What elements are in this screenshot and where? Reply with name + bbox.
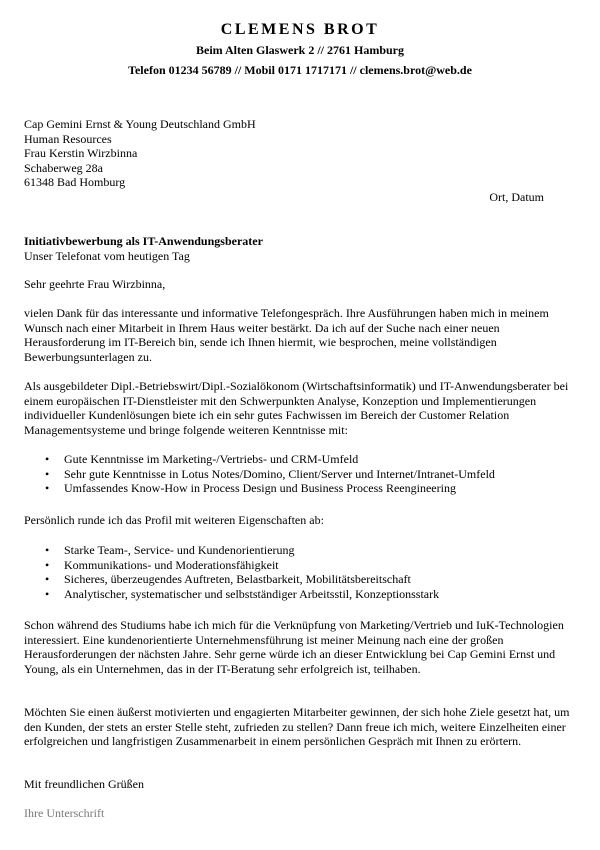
paragraph-closing: Möchten Sie einen äußerst motivierten und engagierten Mitarbeiter gewinnen, der sich hohe Ziele gesetzt hat, um den Kunden, der stets an erster Stelle steht, zufrieden zu stellen? Dann freue ich mich, weitere Einzelheiten einer erfolgreichen und langfristigen Zusammenarbeit in einem persönlichen Gespräch mit Ihnen zu erörtern. <box>24 705 570 749</box>
recipient-person: Frau Kerstin Wirzbinna <box>24 146 138 161</box>
paragraph-qualification: Als ausgebildeter Dipl.-Betriebswirt/Dipl.-Sozialökonom (Wirtschaftsinformatik) und IT-Anwendungsberater bei einem europäischen IT-Dienstleister mit den Schwerpunkten Analyse, Konzeption und Implementierungen individueller Kundenlösungen biete ich ein sehr gutes Fachwissen im Bereich der Customer Relation Managementsysteme und bringe folgende weiteren Kenntnisse mit: <box>24 379 569 437</box>
letter-date: Ort, Datum <box>489 190 544 204</box>
subject-title: Initiativbewerbung als IT-Anwendungsberater <box>24 234 263 248</box>
list-item: • Gute Kenntnisse im Marketing-/Vertriebs- und CRM-Umfeld <box>24 452 570 467</box>
list-item: • Umfassendes Know-How in Process Design und Business Process Reengineering <box>24 481 570 496</box>
recipient-city: 61348 Bad Homburg <box>24 175 126 190</box>
recipient-company: Cap Gemini Ernst & Young Deutschland GmbH <box>24 117 256 131</box>
list-item: • Starke Team-, Service- und Kundenorientierung <box>24 543 570 558</box>
list-item: • Analytischer, systematischer und selbstständiger Arbeitsstil, Konzeptionsstark <box>24 587 570 602</box>
recipient-address <box>24 117 570 190</box>
salutation: Sehr geehrte Frau Wirzbinna, <box>24 277 166 291</box>
paragraph-personal: Persönlich runde ich das Profil mit weiteren Eigenschaften ab: <box>24 513 324 527</box>
sender-contact: Telefon 01234 56789 // Mobil 0171 1717171 // clemens.brot@web.de <box>128 63 472 77</box>
list-item: • Sehr gute Kenntnisse in Lotus Notes/Domino, Client/Server und Internet/Intranet-Umfeld <box>24 467 570 482</box>
closing-regards: Mit freundlichen Grüßen <box>24 777 144 791</box>
letterhead <box>0 20 600 80</box>
recipient-street: Schaberweg 28a <box>24 160 103 175</box>
subject-block <box>24 234 570 263</box>
skills-list <box>24 452 570 496</box>
subject-reference: Unser Telefonat vom heutigen Tag <box>24 248 190 263</box>
paragraph-intro: vielen Dank für das interessante und informative Telefongespräch. Ihre Ausführungen haben mich in meinem Wunsch nach einer Mitarbeit in Ihrem Haus weiter bestärkt. Da ich auf der Suche nach einer neuen Herausforderung im IT-Bereich bin, sende ich Ihnen hiermit, wie besprochen, meine vollständigen Bewerbungsunterlagen zu. <box>24 306 549 364</box>
sender-name: CLEMENS BROT <box>220 21 380 38</box>
list-item: • Kommunikations- und Moderationsfähigkeit <box>24 558 570 573</box>
paragraph-studies: Schon während des Studiums habe ich mich für die Verknüpfung von Marketing/Vertrieb und IuK-Technologien interessiert. Eine kundenorientierte Unternehmensführung ist meiner Meinung nach eine der großen Herausforderungen der nächsten Jahre. Sehr gerne würde ich an dieser Entwicklung bei Cap Gemini Ernst und Young, als ein Unternehmen, das in der IT-Beratung sehr erfolgreich ist, teilhaben. <box>24 618 564 676</box>
traits-list <box>24 543 570 601</box>
list-item: • Sicheres, überzeugendes Auftreten, Belastbarkeit, Mobilitätsbereitschaft <box>24 572 570 587</box>
sender-address: Beim Alten Glaswerk 2 // 2761 Hamburg <box>196 43 404 57</box>
signature-placeholder: Ihre Unterschrift <box>24 806 105 820</box>
recipient-department: Human Resources <box>24 131 112 146</box>
